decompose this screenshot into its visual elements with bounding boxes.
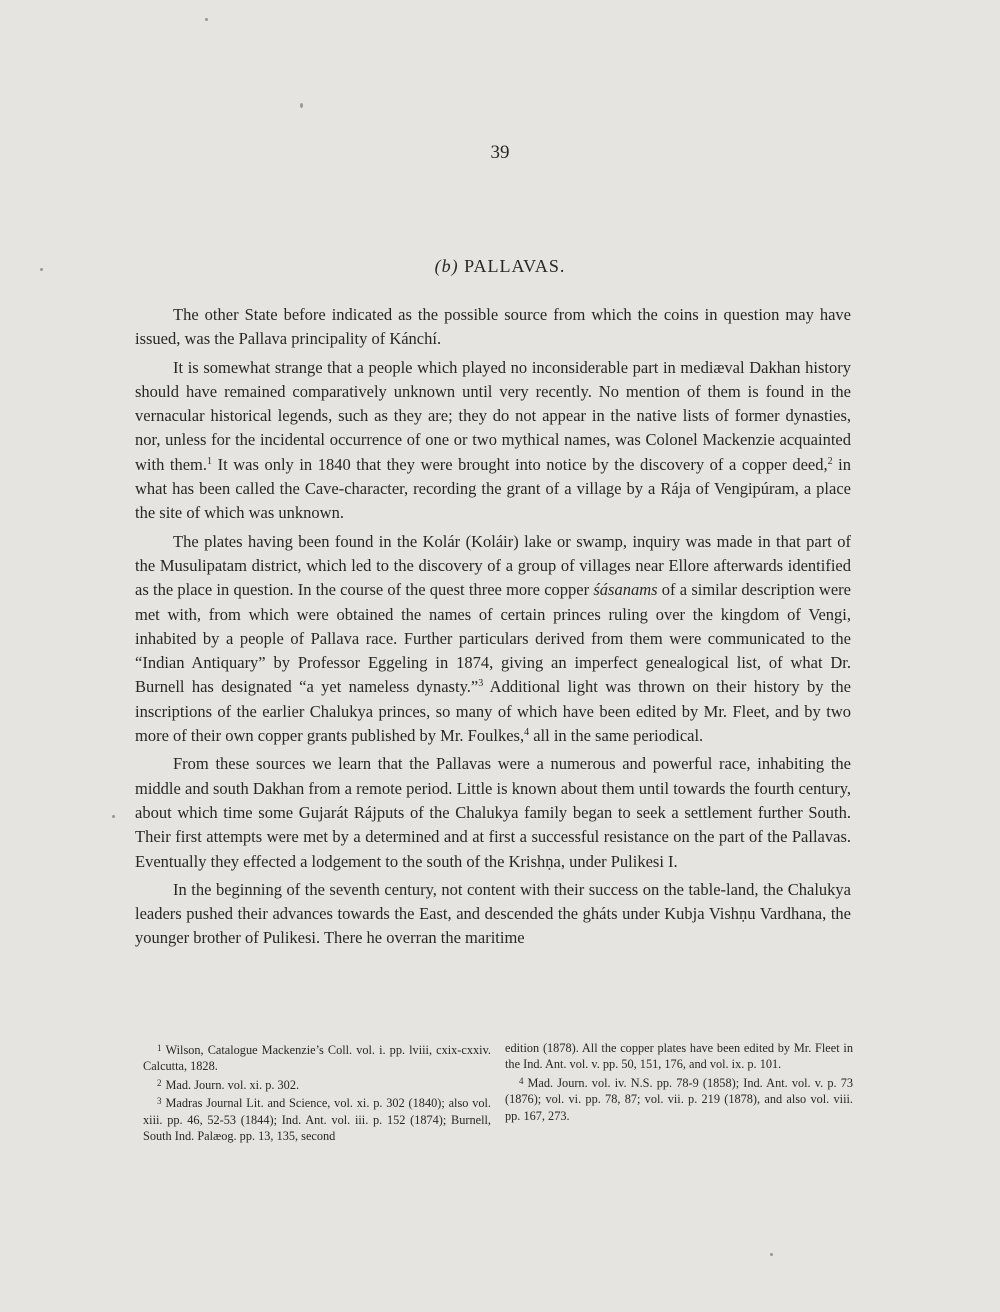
footnotes-left-column [143,1040,491,1144]
footnote-ref-2: 2 [827,455,833,467]
paragraph-2-text-a: It is somewhat strange that a people which played no inconsiderable part in mediæval Dakhan history should have remained comparatively unknown until very recently. No mention of them is found in the vernacular historical legends, such as they are; they do not appear in the native lists of former dynasties, nor, unless for the incidental occurrence of one or two mythical names, was Colonel Mackenzie acquainted with them. [135,357,851,474]
paragraph-3-text-d: all in the same periodical. [529,726,704,746]
footnote-ref-3: 3 [478,678,484,690]
paragraph-3-text-b: of a similar description were met with, from which were obtained the names of certain princes ruling over the kingdom of Vengi, inhabited by a people of Pallava race. Further particulars derived from them were communicated to the “Indian Antiquary” by Professor Eggeling in 1874, giving an imperfect genealogical list, of what Dr. Burnell has designated “a yet nameless dynasty.” [135,580,851,697]
paragraph-1: The other State before indicated as the possible source from which the coins in question may have issued, was the Pallava principality of Kánchí. [135,305,851,349]
footnotes-right-column [505,1040,853,1144]
footnote-number: 2 [157,1077,162,1088]
paragraph-3-text-a: The plates having been found in the Kolár (Koláir) lake or swamp, inquiry was made in that part of the Musulipatam district, which led to the discovery of a group of villages near Ellore afterwards identified as the place in question. In the course of the quest three more copper [135,531,851,600]
paragraph-3-text-c: Additional light was thrown on their history by the inscriptions of the earlier Chalukya princes, so many of which have been edited by Mr. Fleet, and by two more of their own copper grants published by Mr. Foulkes, [135,677,851,746]
paragraph-2-text-b: It was only in 1840 that they were brought into notice by the discovery of a copper deed, [212,454,828,474]
section-title: PALLAVAS. [464,256,566,276]
footnote-number: 1 [157,1043,162,1053]
footnote-3 [143,1093,491,1144]
footnote-1 [143,1040,491,1075]
section-letter: (b) [434,256,459,276]
paragraph-4: From these sources we learn that the Pallavas were a numerous and powerful race, inhabiting the middle and south Dakhan from a remote period. Little is known about them until towards the fourth century, about which time some Gujarát Rájputs of the Chalukya family began to seek a settlement further South. Their first attempts were met by a determined and at first a successful resistance on the part of the Pallavas. Eventually they effected a lodgement to the south of the Krishṇa, under Pulikesi I. [135,754,851,871]
footnote-number: 4 [519,1075,524,1086]
section-heading [0,256,1000,277]
italic-term: śásanams [593,580,658,600]
paper-speck [205,18,208,21]
paragraph-2 [135,356,851,526]
paragraph-3 [135,530,851,749]
paragraph-2-text-c: in what has been called the Cave-character, recording the grant of a village by a Rája of Vengipúram, a place the site of which was unknown. [135,454,851,523]
paragraph-5: In the beginning of the seventh century, not content with their success on the table-land, the Chalukya leaders pushed their advances towards the East, and descended the gháts under Kubja Vishṇu Vardhana, the younger brother of Pulikesi. There he overran the maritime [135,879,851,948]
page-number: 39 [490,142,510,163]
footnote-text: Mad. Journ. vol. xi. p. 302. [165,1077,300,1092]
footnote-text: Wilson, Catalogue Mackenzie’s Coll. vol. i. pp. lviii, cxix-cxxiv. Calcutta, 1828. [143,1043,491,1074]
footnotes [143,1040,853,1144]
footnote-2 [143,1075,491,1093]
footnote-4 [505,1073,853,1124]
paper-speck [112,815,115,818]
footnote-3-continued: edition (1878). All the copper plates have been edited by Mr. Fleet in the Ind. Ant. vol. v. pp. 50, 151, 176, and vol. ix. p. 101. [505,1041,853,1072]
footnote-text: Mad. Journ. vol. iv. N.S. pp. 78-9 (1858); Ind. Ant. vol. v. p. 73 (1876); vol. vi. pp. 78, 87; vol. vii. p. 219 (1878), and also vol. viii. pp. 167, 273. [505,1075,853,1123]
footnote-ref-1: 1 [207,455,213,467]
footnote-ref-4: 4 [524,727,530,739]
paper-speck [300,103,303,108]
footnote-text: Madras Journal Lit. and Science, vol. xi. p. 302 (1840); also vol. xiii. pp. 46, 52-53 (1844); Ind. Ant. vol. iii. p. 152 (1874); Burnell, South Ind. Palæog. pp. 13, 135, second [143,1096,491,1144]
paper-speck [770,1253,773,1256]
body-text [135,303,851,951]
footnote-number: 3 [157,1096,162,1107]
